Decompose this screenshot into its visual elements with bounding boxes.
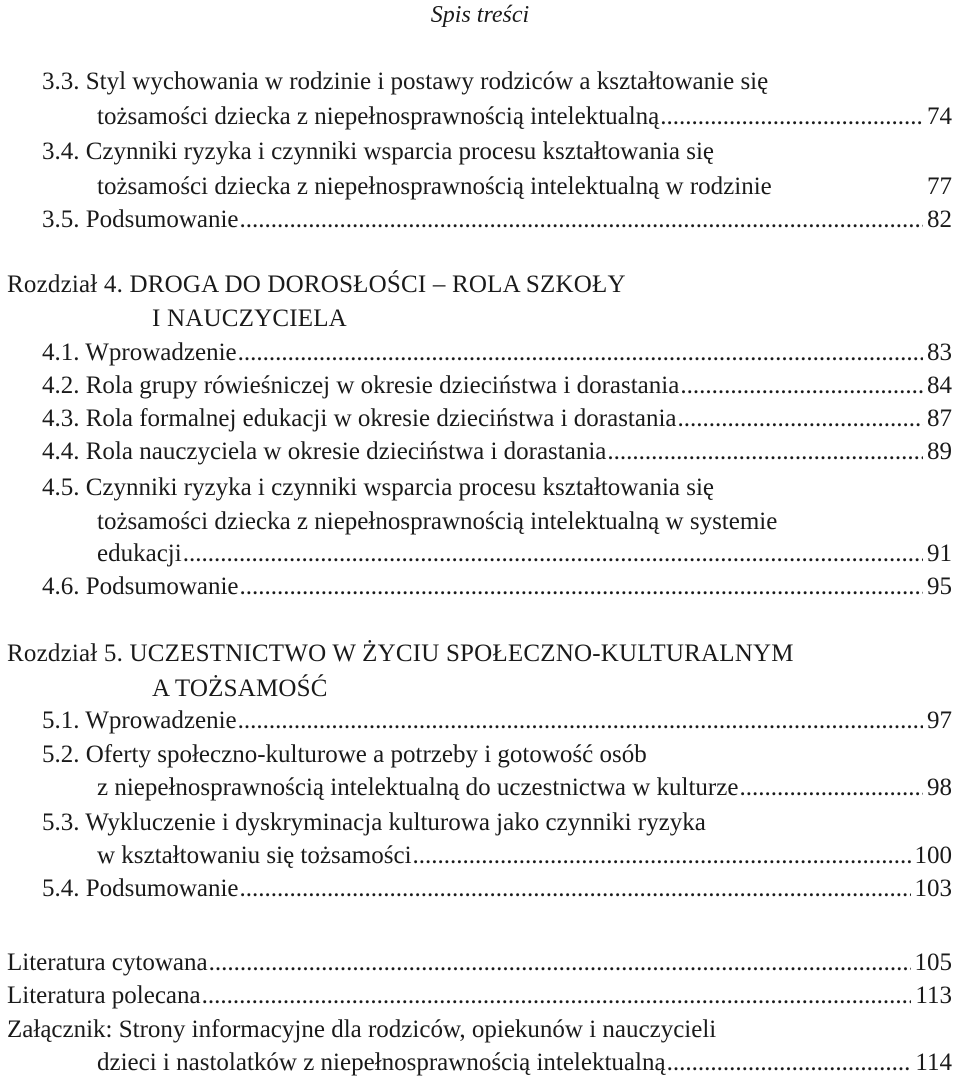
page-number: 83 bbox=[927, 339, 952, 366]
toc-entry-text: 4.4. Rola nauczyciela w okresie dzieciństwa i dorastania bbox=[42, 438, 607, 465]
toc-entry-4-5-line1: 4.5. Czynniki ryzyka i czynniki wsparcia procesu kształtowania się bbox=[42, 474, 715, 501]
toc-entry-text: tożsamości dziecka z niepełnosprawnością intelektualną bbox=[97, 103, 660, 130]
page-number: 95 bbox=[927, 573, 952, 600]
toc-entry-text: 4.2. Rola grupy rówieśniczej w okresie dzieciństwa i dorastania bbox=[42, 372, 680, 399]
toc-entry-5-3[interactable] bbox=[97, 840, 952, 872]
toc-entry-text: w kształtowaniu się tożsamości bbox=[97, 842, 412, 869]
toc-entry-4-2[interactable] bbox=[42, 370, 952, 402]
toc-entry-text: 5.1. Wprowadzenie bbox=[42, 707, 237, 734]
toc-entry-text: dzieci i nastolatków z niepełnosprawnością intelektualną bbox=[97, 1049, 666, 1076]
toc-entry-5-2-line1: 5.2. Oferty społeczno-kulturowe a potrzeby i gotowość osób bbox=[42, 741, 647, 768]
toc-entry-text: Literatura polecana bbox=[7, 982, 201, 1009]
dot-leader bbox=[739, 772, 923, 804]
chapter-5-title-line1[interactable]: Rozdział 5. UCZESTNICTWO W ŻYCIU SPOŁECZNO-KULTURALNYM bbox=[7, 640, 794, 667]
toc-entry-4-4[interactable] bbox=[42, 436, 952, 468]
toc-entry-4-5[interactable] bbox=[97, 538, 952, 570]
toc-entry-text: edukacji bbox=[97, 540, 182, 567]
dot-leader bbox=[238, 705, 923, 737]
page-number: 87 bbox=[927, 405, 952, 432]
dot-leader bbox=[680, 370, 923, 402]
dot-leader bbox=[240, 571, 923, 603]
toc-entry-5-4[interactable] bbox=[42, 873, 952, 905]
page-number: 82 bbox=[927, 206, 952, 233]
page-number: 84 bbox=[927, 372, 952, 399]
dot-leader bbox=[202, 980, 912, 1012]
toc-entry-4-1[interactable] bbox=[42, 337, 952, 369]
page-number: 77 bbox=[927, 173, 952, 200]
toc-entry-4-6[interactable] bbox=[42, 571, 952, 603]
toc-entry-5-2[interactable] bbox=[97, 772, 952, 804]
toc-entry-text: z niepełnosprawnością intelektualną do uczestnictwa w kulturze bbox=[97, 774, 739, 801]
dot-leader bbox=[678, 403, 923, 435]
dot-leader bbox=[183, 538, 923, 570]
page-number: 97 bbox=[927, 707, 952, 734]
toc-entry-text: 4.6. Podsumowanie bbox=[42, 573, 239, 600]
toc-entry-literatura-polecana[interactable] bbox=[7, 980, 952, 1012]
toc-entry-5-3-line1: 5.3. Wykluczenie i dyskryminacja kulturowa jako czynniki ryzyka bbox=[42, 809, 706, 836]
toc-entry-3-3[interactable] bbox=[97, 101, 952, 133]
chapter-4-title-line2: I NAUCZYCIELA bbox=[152, 305, 347, 332]
page-number: 89 bbox=[927, 438, 952, 465]
dot-leader bbox=[413, 840, 911, 872]
page-number: 114 bbox=[915, 1049, 952, 1076]
page-number: 113 bbox=[915, 982, 952, 1009]
running-header: Spis treści bbox=[430, 2, 530, 28]
dot-leader bbox=[240, 873, 911, 905]
dot-leader bbox=[667, 1047, 912, 1079]
toc-entry-text: 4.3. Rola formalnej edukacji w okresie dzieciństwa i dorastania bbox=[42, 405, 677, 432]
dot-leader bbox=[240, 204, 923, 236]
toc-entry-5-1[interactable] bbox=[42, 705, 952, 737]
chapter-5-title-line2: A TOŻSAMOŚĆ bbox=[152, 675, 328, 702]
dot-leader bbox=[238, 337, 923, 369]
toc-entry-3-4[interactable] bbox=[97, 171, 952, 203]
toc-entry-3-5[interactable] bbox=[42, 204, 952, 236]
toc-entry-text: tożsamości dziecka z niepełnosprawnością intelektualną w rodzinie bbox=[97, 173, 772, 200]
toc-entry-zalacznik-line1: Załącznik: Strony informacyjne dla rodziców, opiekunów i nauczycieli bbox=[7, 1016, 717, 1043]
page-number: 98 bbox=[927, 774, 952, 801]
toc-entry-text: Literatura cytowana bbox=[7, 949, 208, 976]
toc-entry-3-3-line1: 3.3. Styl wychowania w rodzinie i postawy rodziców a kształtowanie się bbox=[42, 68, 769, 95]
dot-leader bbox=[209, 947, 911, 979]
page-number: 103 bbox=[914, 875, 952, 902]
page-number: 105 bbox=[914, 949, 952, 976]
page-number: 74 bbox=[927, 103, 952, 130]
toc-entry-3-4-line1: 3.4. Czynniki ryzyka i czynniki wsparcia procesu kształtowania się bbox=[42, 138, 715, 165]
page-number: 100 bbox=[914, 842, 952, 869]
toc-entry-4-5-line2: tożsamości dziecka z niepełnosprawnością intelektualną w systemie bbox=[97, 508, 778, 535]
dot-leader bbox=[660, 101, 923, 133]
toc-entry-text: 3.5. Podsumowanie bbox=[42, 206, 239, 233]
page-number: 91 bbox=[927, 540, 952, 567]
dot-leader bbox=[607, 436, 923, 468]
toc-entry-zalacznik[interactable] bbox=[97, 1047, 952, 1079]
toc-entry-literatura-cytowana[interactable] bbox=[7, 947, 952, 979]
chapter-4-title-line1[interactable]: Rozdział 4. DROGA DO DOROSŁOŚCI – ROLA SZKOŁY bbox=[7, 271, 626, 298]
toc-entry-text: 5.4. Podsumowanie bbox=[42, 875, 239, 902]
toc-entry-4-3[interactable] bbox=[42, 403, 952, 435]
toc-entry-text: 4.1. Wprowadzenie bbox=[42, 339, 237, 366]
